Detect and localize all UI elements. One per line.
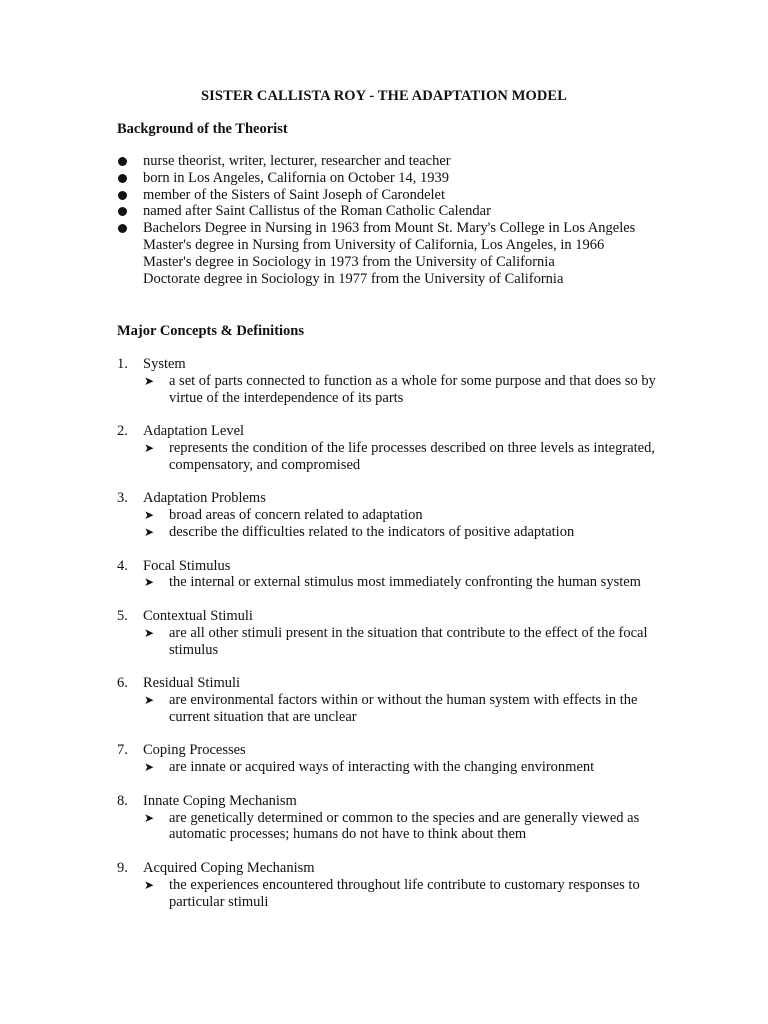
concept-number: 2. xyxy=(117,423,128,440)
background-heading: Background of the Theorist xyxy=(117,121,288,137)
concept-number: 4. xyxy=(117,557,128,574)
page-title: SISTER CALLISTA ROY - THE ADAPTATION MODEL xyxy=(201,88,567,104)
list-item: member of the Sisters of Saint Joseph of Carondelet xyxy=(117,187,647,204)
concept-name: Focal Stimulus xyxy=(143,557,231,574)
bullet-dot-icon xyxy=(118,157,127,166)
concept-definition: ➤ are environmental factors within or without the human system with effects in the current situation that are unclear xyxy=(144,691,638,725)
concept-name: System xyxy=(143,356,186,372)
concepts-list xyxy=(117,356,657,927)
concept-definition: ➤ represents the condition of the life processes described on three levels as integrated, compensatory, and compromised xyxy=(144,439,655,473)
concept-definition: ➤ are genetically determined or common to the species and are generally viewed as automatic processes; humans do not have to think about them xyxy=(144,809,640,843)
arrow-bullet-icon: ➤ xyxy=(144,625,155,640)
concept-name: Innate Coping Mechanism xyxy=(143,792,297,809)
concept-item xyxy=(117,675,657,725)
list-item: Bachelors Degree in Nursing in 1963 from Mount St. Mary's College in Los Angeles xyxy=(117,220,647,237)
concept-definition: ➤ are innate or acquired ways of interacting with the changing environment xyxy=(144,759,595,776)
arrow-bullet-icon: ➤ xyxy=(144,575,155,590)
concept-number: 9. xyxy=(117,859,128,876)
concept-item xyxy=(117,423,657,473)
concept-name: Adaptation Level xyxy=(143,423,245,440)
concept-name: Contextual Stimuli xyxy=(143,607,253,624)
arrow-bullet-icon: ➤ xyxy=(144,877,155,892)
degree-line: Master's degree in Nursing from University of California, Los Angeles, in 1966 xyxy=(143,236,605,253)
concept-item xyxy=(117,558,657,592)
bullet-dot-icon xyxy=(118,207,127,216)
concept-definition: ➤ broad areas of concern related to adaptation xyxy=(144,507,423,524)
concepts-heading: Major Concepts & Definitions xyxy=(117,323,305,339)
concept-item xyxy=(117,742,657,776)
concept-item xyxy=(117,793,657,843)
concept-name: Residual Stimuli xyxy=(143,675,241,692)
concept-definition: ➤ are all other stimuli present in the situation that contribute to the effect of the focal stimulus xyxy=(144,624,648,658)
concept-definition: ➤ a set of parts connected to function as a whole for some purpose and that does so by virtue of the interdependence of its parts xyxy=(144,372,656,406)
list-item: nurse theorist, writer, lecturer, researcher and teacher xyxy=(117,153,647,170)
degree-line: Doctorate degree in Sociology in 1977 from the University of California xyxy=(143,270,564,287)
bullet-dot-icon xyxy=(118,224,127,233)
concept-number: 3. xyxy=(117,490,128,507)
arrow-bullet-icon: ➤ xyxy=(144,524,155,539)
concept-item xyxy=(117,608,657,658)
concept-item xyxy=(117,490,657,540)
bullet-dot-icon xyxy=(118,191,127,200)
concept-number: 8. xyxy=(117,792,128,809)
arrow-bullet-icon: ➤ xyxy=(144,760,155,775)
bullet-dot-icon xyxy=(118,174,127,183)
concept-item xyxy=(117,356,657,406)
concept-name: Acquired Coping Mechanism xyxy=(143,859,315,876)
arrow-bullet-icon: ➤ xyxy=(144,373,155,388)
concept-number: 5. xyxy=(117,607,128,624)
concept-number: 7. xyxy=(117,742,128,759)
background-list xyxy=(117,153,647,287)
arrow-bullet-icon: ➤ xyxy=(144,508,155,523)
arrow-bullet-icon: ➤ xyxy=(144,810,155,825)
list-item: born in Los Angeles, California on October 14, 1939 xyxy=(117,170,647,187)
concept-name: Coping Processes xyxy=(143,742,246,759)
concept-item xyxy=(117,860,657,910)
arrow-bullet-icon: ➤ xyxy=(144,440,155,455)
list-item: named after Saint Callistus of the Roman Catholic Calendar xyxy=(117,203,647,220)
concept-definition: ➤ the internal or external stimulus most immediately confronting the human system xyxy=(144,574,641,591)
concept-number: 1. xyxy=(117,356,128,372)
concept-definition: ➤ describe the difficulties related to the indicators of positive adaptation xyxy=(144,523,575,540)
concept-name: Adaptation Problems xyxy=(143,490,266,507)
arrow-bullet-icon: ➤ xyxy=(144,692,155,707)
degree-line: Master's degree in Sociology in 1973 from the University of California xyxy=(143,253,555,270)
concept-definition: ➤ the experiences encountered throughout life contribute to customary responses to particular stimuli xyxy=(144,876,640,910)
concept-number: 6. xyxy=(117,675,128,692)
